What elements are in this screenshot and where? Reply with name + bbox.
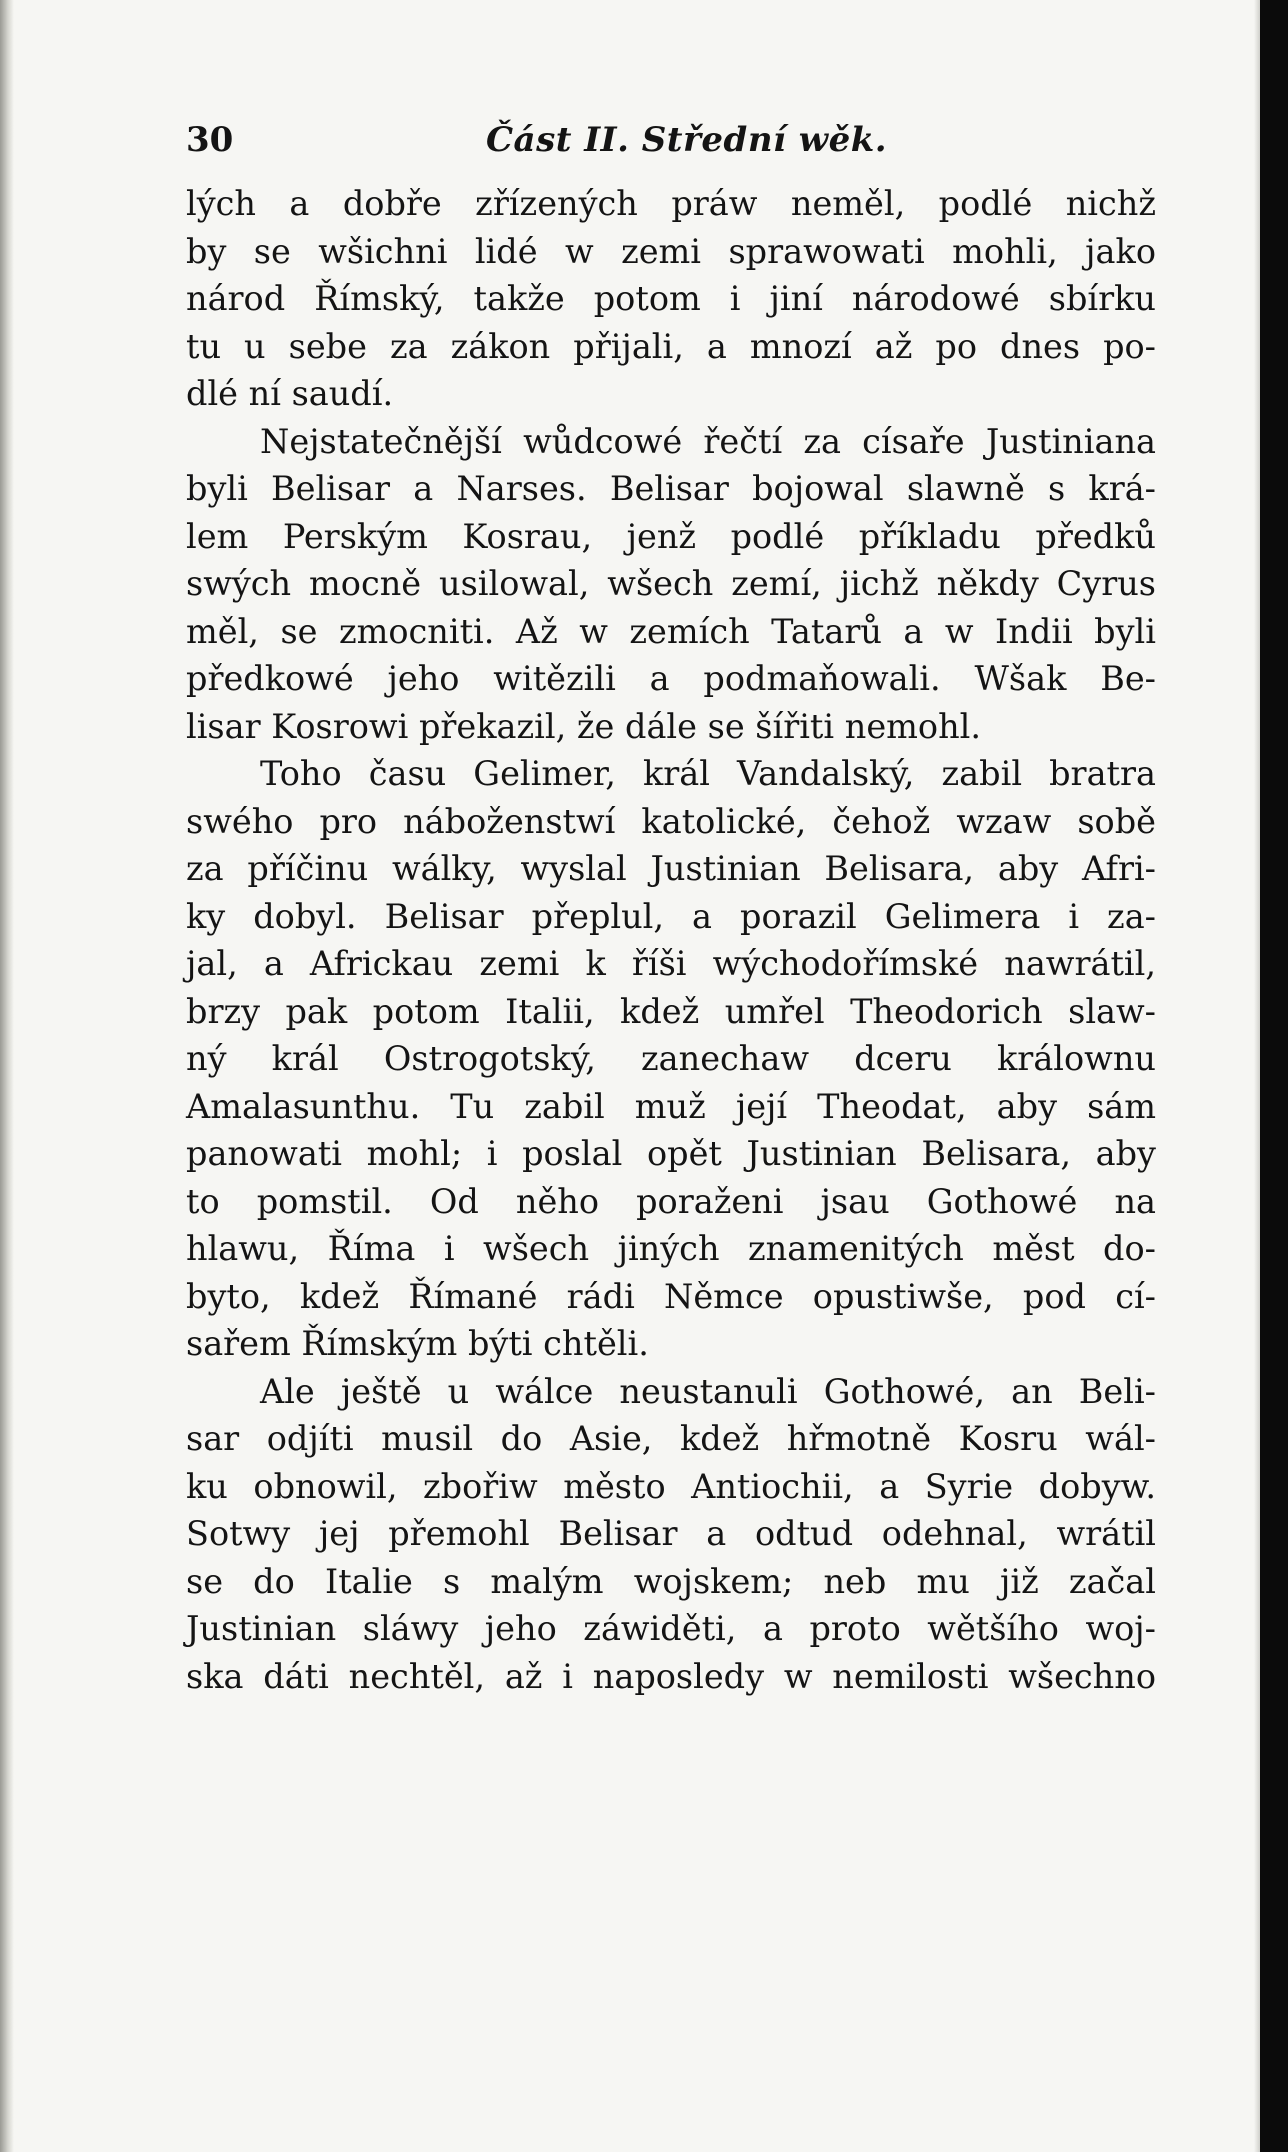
text-line: Toho času Gelimer, král Vandalský, zabil bratra xyxy=(260,754,1156,793)
paragraph-1 xyxy=(186,180,1156,418)
text-line: Justinian sláwy jeho záwiděti, a proto wětšího woj- xyxy=(186,1609,1156,1648)
text-line: byli Belisar a Narses. Belisar bojowal slawně s krá- xyxy=(186,469,1156,508)
text-line: swých mocně usilowal, wšech zemí, jichž někdy Cyrus xyxy=(186,564,1156,603)
text-line: tu u sebe za zákon přijali, a mnozí až po dnes po- xyxy=(186,326,1156,366)
paragraph-2 xyxy=(186,418,1156,751)
text-line: měl, se zmocniti. Až w zemích Tatarů a w Indii byli xyxy=(186,611,1156,651)
text-line: za příčinu wálky, wyslal Justinian Belisara, aby Afri- xyxy=(186,849,1156,888)
scan-right-border xyxy=(1260,0,1288,2152)
text-line: sar odjíti musil do Asie, kdež hřmotně Kosru wál- xyxy=(186,1419,1156,1458)
text-line: jal, a Africkau zemi k říši wýchodořímské nawrátil, xyxy=(186,944,1156,983)
text-line: národ Římský, takže potom i jiní národowé sbírku xyxy=(186,279,1156,318)
page-number: 30 xyxy=(186,120,234,160)
book-page xyxy=(186,120,1156,1700)
text-line: to pomstil. Od něho poraženi jsau Gothowé na xyxy=(186,1181,1156,1221)
text-line: ky dobyl. Belisar přeplul, a porazil Gelimera i za- xyxy=(186,896,1156,936)
text-line: Nejstatečnější wůdcowé řečtí za císaře Justiniana xyxy=(260,421,1156,461)
body-text xyxy=(186,180,1156,1700)
page-header xyxy=(186,120,1156,180)
text-line: lisar Kosrowi překazil, že dále se šířiti nemohl. xyxy=(186,706,982,746)
text-line: Ale ještě u wálce neustanuli Gothowé, an Beli- xyxy=(260,1371,1156,1411)
text-line: by se wšichni lidé w zemi sprawowati mohli, jako xyxy=(186,231,1156,271)
text-line: panowati mohl; i poslal opět Justinian Belisara, aby xyxy=(186,1134,1156,1173)
text-line: hlawu, Říma i wšech jiných znamenitých měst do- xyxy=(186,1229,1156,1268)
text-line: Sotwy jej přemohl Belisar a odtud odehnal, wrátil xyxy=(186,1514,1156,1553)
text-line: ska dáti nechtěl, až i naposledy w nemilosti wšechno xyxy=(186,1656,1156,1696)
paragraph-3 xyxy=(186,750,1156,1368)
text-line: předkowé jeho witězili a podmaňowali. Wšak Be- xyxy=(186,659,1156,698)
text-line: se do Italie s malým wojskem; neb mu již začal xyxy=(186,1561,1156,1601)
text-line: lých a dobře zřízených práw neměl, podlé nichž xyxy=(186,184,1156,223)
running-head: Část II. Střední wěk. xyxy=(486,120,888,160)
text-line: brzy pak potom Italii, kdež umřel Theodorich slaw- xyxy=(186,991,1156,1031)
text-line: lem Perským Kosrau, jenž podlé příkladu předků xyxy=(186,516,1156,556)
text-line: ný král Ostrogotský, zanechaw dceru králownu xyxy=(186,1039,1156,1078)
text-line: dlé ní saudí. xyxy=(186,374,394,413)
page-left-edge xyxy=(0,0,14,2152)
text-line: swého pro náboženstwí katolické, čehož wzaw sobě xyxy=(186,801,1156,841)
text-line: Amalasunthu. Tu zabil muž její Theodat, aby sám xyxy=(186,1086,1156,1126)
text-line: ku obnowil, zbořiw město Antiochii, a Syrie dobyw. xyxy=(186,1466,1156,1506)
paragraph-4 xyxy=(186,1368,1156,1701)
text-line: sařem Římským býti chtěli. xyxy=(186,1324,649,1363)
text-line: byto, kdež Římané rádi Němce opustiwše, pod cí- xyxy=(186,1276,1156,1316)
